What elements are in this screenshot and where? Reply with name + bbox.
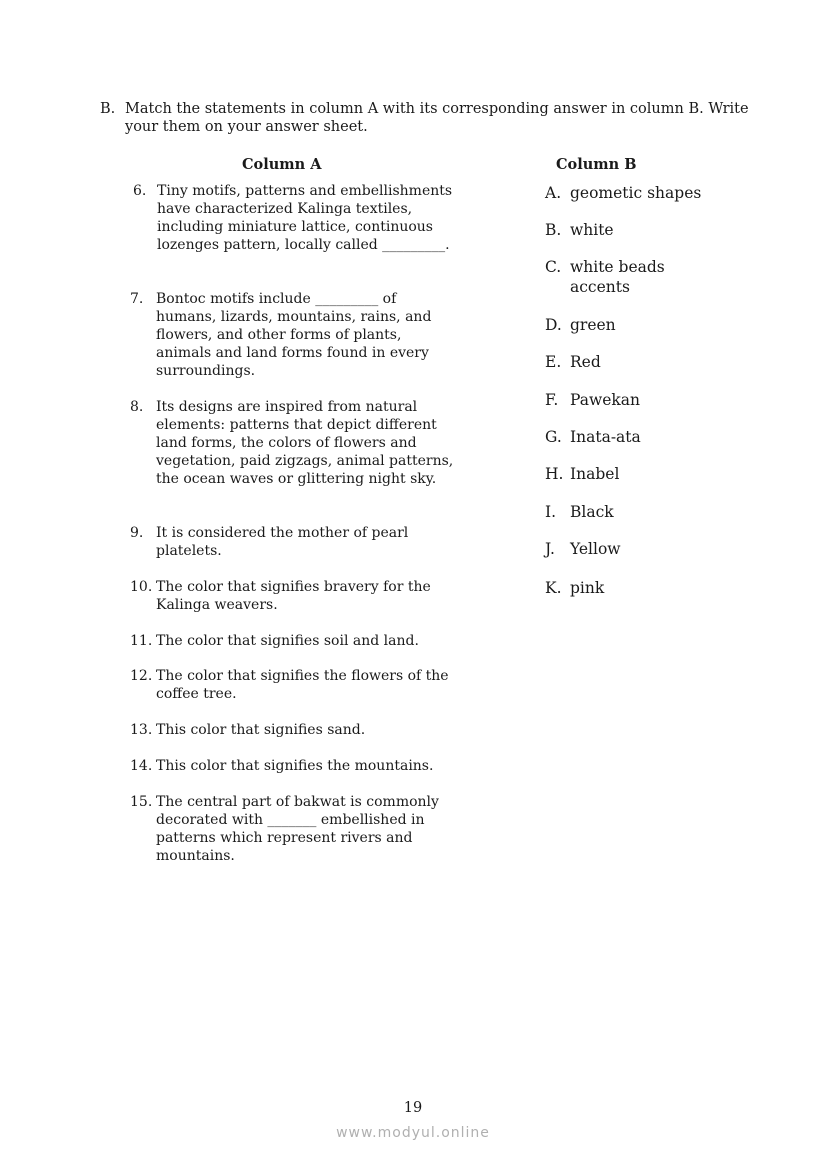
column-b-item bbox=[545, 539, 765, 559]
item-letter: D. bbox=[545, 316, 562, 334]
item-letter: G. bbox=[545, 428, 562, 446]
item-text: white beads accents bbox=[570, 258, 665, 296]
column-a-item bbox=[130, 667, 460, 703]
item-text: Tiny motifs, patterns and embellishments have characterized Kalinga textiles, including miniature lattice, continuous lozenges pattern, locally called _________. bbox=[157, 183, 453, 253]
item-text: Inabel bbox=[570, 465, 620, 483]
item-text: This color that signifies sand. bbox=[156, 722, 366, 738]
item-text: Yellow bbox=[570, 540, 621, 558]
column-b-item bbox=[545, 352, 765, 372]
item-text: white bbox=[570, 221, 614, 239]
item-number: 6. bbox=[133, 183, 147, 199]
item-text: green bbox=[570, 316, 616, 334]
instructions-letter: B. bbox=[100, 101, 116, 117]
item-letter: A. bbox=[545, 184, 562, 202]
item-text: Pawekan bbox=[570, 391, 641, 409]
item-number: 14. bbox=[130, 758, 153, 774]
item-number: 15. bbox=[130, 794, 153, 810]
item-letter: J. bbox=[545, 540, 555, 558]
item-text: This color that signifies the mountains. bbox=[156, 758, 434, 774]
column-b-item bbox=[545, 220, 765, 240]
column-b-item bbox=[545, 315, 765, 335]
item-number: 11. bbox=[130, 633, 153, 649]
item-letter: K. bbox=[545, 579, 562, 597]
column-a-item bbox=[130, 757, 460, 775]
column-b-item bbox=[545, 390, 765, 410]
column-a-item bbox=[130, 793, 460, 865]
column-a-item bbox=[130, 578, 460, 614]
column-b-item bbox=[545, 427, 765, 447]
column-a-item bbox=[130, 721, 460, 739]
item-number: 10. bbox=[130, 579, 153, 595]
instructions-text: Match the statements in column A with its corresponding answer in column B. Write your them on your answer sheet. bbox=[125, 101, 749, 135]
item-number: 13. bbox=[130, 722, 153, 738]
column-b-item bbox=[545, 183, 765, 203]
item-letter: H. bbox=[545, 465, 564, 483]
column-a-item bbox=[130, 524, 460, 560]
column-a-item bbox=[130, 632, 460, 650]
item-text: Red bbox=[570, 353, 601, 371]
item-text: It is considered the mother of pearl platelets. bbox=[156, 525, 409, 559]
item-text: The central part of bakwat is commonly decorated with _______ embellished in patterns which represent rivers and mountains. bbox=[156, 794, 439, 864]
item-letter: F. bbox=[545, 391, 559, 409]
item-letter: C. bbox=[545, 258, 562, 276]
column-a-item bbox=[130, 182, 460, 254]
instructions bbox=[100, 100, 750, 136]
item-text: Inata-ata bbox=[570, 428, 641, 446]
item-number: 9. bbox=[130, 525, 144, 541]
column-b-heading: Column B bbox=[556, 156, 637, 173]
item-number: 12. bbox=[130, 668, 153, 684]
item-letter: B. bbox=[545, 221, 562, 239]
item-number: 7. bbox=[130, 291, 144, 307]
column-b-item bbox=[545, 502, 765, 522]
column-b-item bbox=[545, 464, 765, 484]
item-text: The color that signifies bravery for the Kalinga weavers. bbox=[156, 579, 431, 613]
column-a-heading: Column A bbox=[242, 156, 322, 173]
column-b-item bbox=[545, 257, 685, 297]
column-a-item bbox=[130, 398, 460, 488]
item-text: Black bbox=[570, 503, 614, 521]
item-letter: I. bbox=[545, 503, 557, 521]
item-text: The color that signifies the flowers of the coffee tree. bbox=[156, 668, 449, 702]
column-a-item bbox=[130, 290, 460, 380]
item-number: 8. bbox=[130, 399, 144, 415]
item-text: The color that signifies soil and land. bbox=[156, 633, 419, 649]
item-text: Its designs are inspired from natural elements: patterns that depict different land forms, the colors of flowers and vegetation, paid zigzags, animal patterns, the ocean waves or glittering night sky. bbox=[156, 399, 454, 487]
item-text: Bontoc motifs include _________ of humans, lizards, mountains, rains, and flowers, and other forms of plants, animals and land forms found in every surroundings. bbox=[156, 291, 432, 379]
item-letter: E. bbox=[545, 353, 562, 371]
item-text: pink bbox=[570, 579, 605, 597]
item-text: geometic shapes bbox=[570, 184, 702, 202]
column-b-item bbox=[545, 578, 765, 598]
page-number: 19 bbox=[403, 1100, 423, 1116]
watermark: www.modyul.online bbox=[336, 1125, 490, 1141]
